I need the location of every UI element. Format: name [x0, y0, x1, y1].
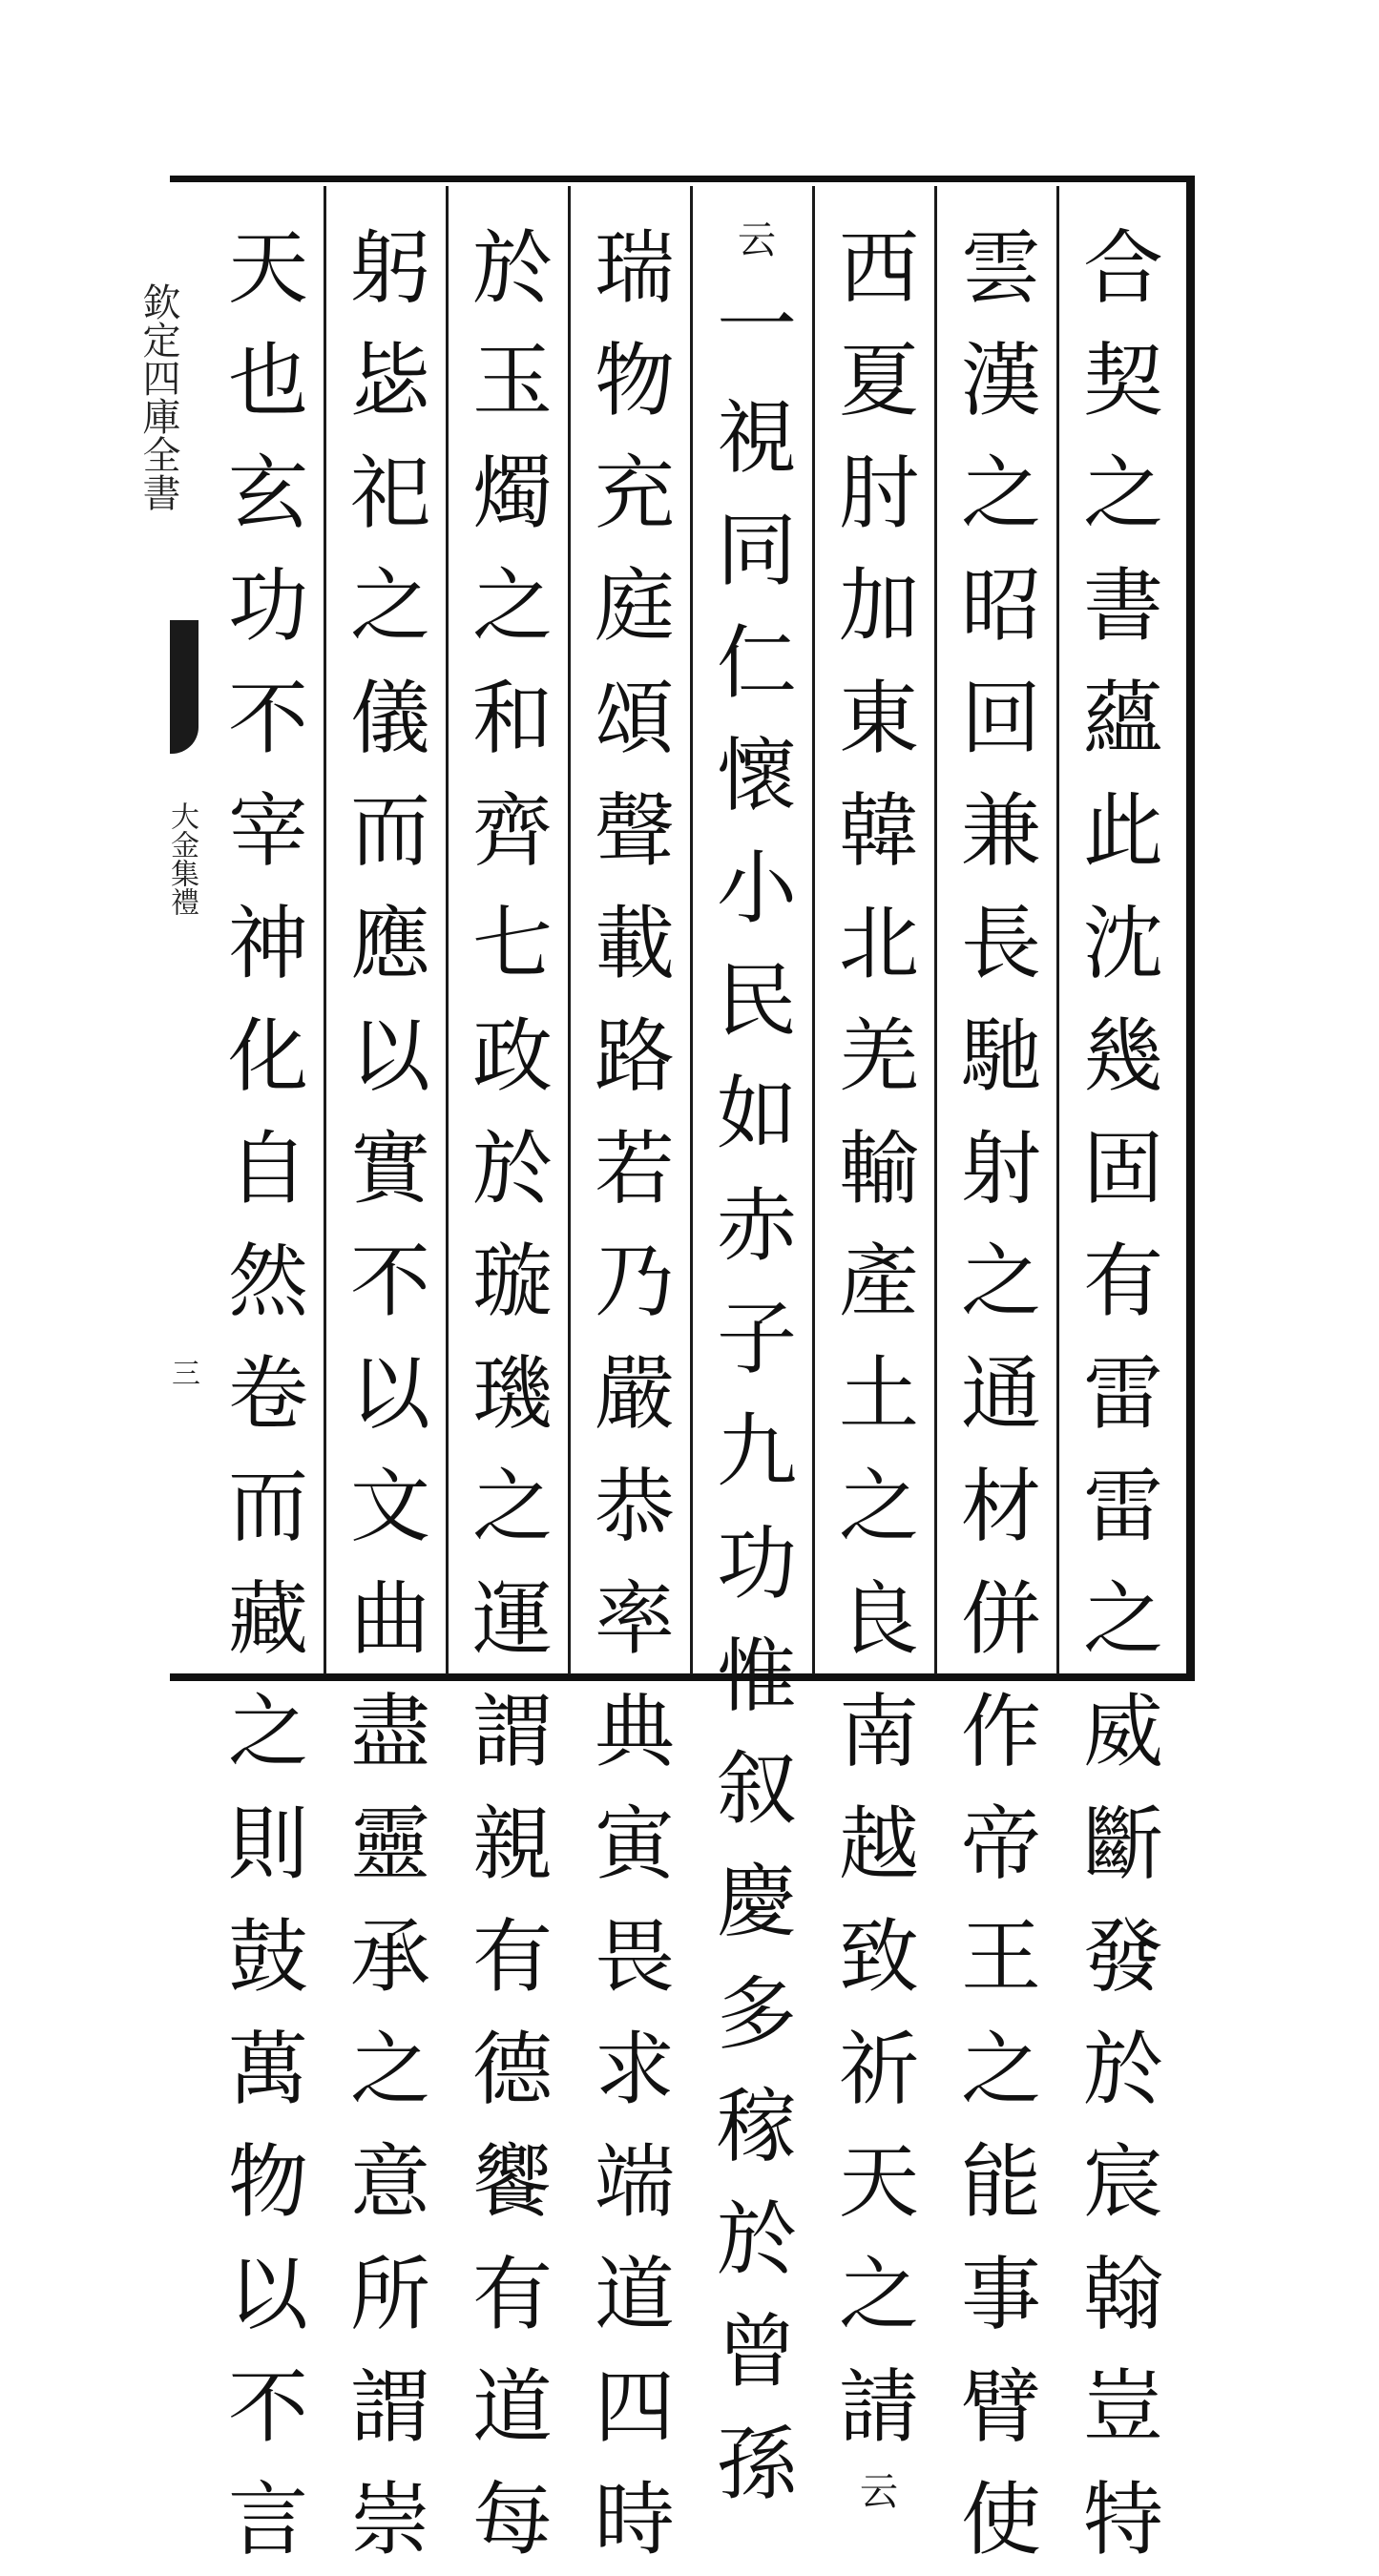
text-column — [1070, 212, 1177, 2566]
character: 以 — [349, 1009, 430, 1103]
character: 幾 — [1082, 1009, 1163, 1103]
character: 聲 — [594, 784, 675, 878]
character: 併 — [960, 1572, 1041, 1666]
character: 也 — [227, 334, 308, 427]
character: 雷 — [1082, 1347, 1163, 1441]
character: 此 — [1082, 784, 1163, 878]
character: 饗 — [471, 2135, 553, 2229]
character: 長 — [960, 897, 1041, 990]
character: 端 — [594, 2135, 675, 2229]
character: 兼 — [960, 784, 1041, 878]
character: 惟 — [716, 1630, 797, 1723]
column-rule — [446, 186, 449, 1674]
character: 應 — [349, 897, 430, 990]
character: 運 — [471, 1572, 553, 1666]
character: 乃 — [594, 1235, 675, 1328]
character: 西 — [838, 221, 919, 315]
character: 德 — [471, 2023, 553, 2116]
character: 於 — [471, 1122, 553, 1215]
character: 小 — [716, 841, 797, 935]
character: 所 — [349, 2248, 430, 2341]
character: 化 — [227, 1009, 308, 1103]
character: 宰 — [227, 784, 308, 878]
page-number: 三 — [172, 1358, 200, 1391]
character: 北 — [838, 897, 919, 990]
character: 雲 — [960, 221, 1041, 315]
character: 玄 — [227, 447, 308, 540]
character: 瑞 — [594, 221, 675, 315]
character: 之 — [960, 2023, 1041, 2116]
character: 神 — [227, 897, 308, 990]
fore-edge-margin — [136, 181, 208, 1679]
character: 漢 — [960, 334, 1041, 427]
character: 如 — [716, 1067, 797, 1160]
character: 庭 — [594, 559, 675, 653]
character: 功 — [716, 1517, 797, 1610]
character: 契 — [1082, 334, 1163, 427]
character: 韓 — [838, 784, 919, 878]
column-rule — [324, 186, 326, 1674]
column-rule — [1056, 186, 1059, 1674]
character: 而 — [227, 1460, 308, 1553]
text-column — [215, 212, 322, 2566]
character: 時 — [594, 2473, 675, 2566]
character: 頌 — [594, 672, 675, 765]
character: 肘 — [838, 447, 919, 540]
character: 良 — [838, 1572, 919, 1666]
character: 多 — [716, 1967, 797, 2061]
character: 於 — [716, 2192, 797, 2286]
character: 有 — [471, 2248, 553, 2341]
character: 帝 — [960, 1797, 1041, 1891]
character: 恭 — [594, 1460, 675, 1553]
character: 輸 — [838, 1122, 919, 1215]
character: 祀 — [349, 447, 430, 540]
character: 充 — [594, 447, 675, 540]
character: 斷 — [1082, 1797, 1163, 1891]
character: 之 — [471, 1460, 553, 1553]
character: 之 — [227, 1685, 308, 1778]
character: 事 — [960, 2248, 1041, 2341]
character: 之 — [960, 447, 1041, 540]
character: 民 — [716, 954, 797, 1048]
character: 七 — [471, 897, 553, 990]
character: 卷 — [227, 1347, 308, 1441]
character: 不 — [227, 672, 308, 765]
text-column — [459, 212, 566, 2566]
character: 典 — [594, 1685, 675, 1778]
character: 發 — [1082, 1910, 1163, 2004]
character: 之 — [349, 559, 430, 653]
character: 祈 — [838, 2023, 919, 2116]
character: 以 — [227, 2248, 308, 2341]
book-title: 欽定四庫全書 — [136, 282, 180, 511]
character: 燭 — [471, 447, 553, 540]
character: 昭 — [960, 559, 1041, 653]
character: 云 — [738, 218, 776, 262]
column-rule — [690, 186, 693, 1674]
character: 文 — [349, 1460, 430, 1553]
character: 言 — [227, 2473, 308, 2566]
character: 物 — [594, 334, 675, 427]
character: 九 — [716, 1404, 797, 1498]
character: 蘊 — [1082, 672, 1163, 765]
character: 致 — [838, 1910, 919, 2004]
character: 王 — [960, 1910, 1041, 2004]
character: 政 — [471, 1009, 553, 1103]
character: 慶 — [716, 1855, 797, 1948]
character: 同 — [716, 504, 797, 597]
character: 雷 — [1082, 1460, 1163, 1553]
character: 而 — [349, 784, 430, 878]
character: 和 — [471, 672, 553, 765]
character: 特 — [1082, 2473, 1163, 2566]
character: 物 — [227, 2135, 308, 2229]
character: 儀 — [349, 672, 430, 765]
character: 寅 — [594, 1797, 675, 1891]
character: 云 — [860, 2470, 898, 2514]
character: 夏 — [838, 334, 919, 427]
character: 每 — [471, 2473, 553, 2566]
character: 靈 — [349, 1797, 430, 1891]
character: 赤 — [716, 1179, 797, 1273]
character: 土 — [838, 1347, 919, 1441]
character: 藏 — [227, 1572, 308, 1666]
character: 躬 — [349, 221, 430, 315]
character: 於 — [1082, 2023, 1163, 2116]
character: 之 — [471, 559, 553, 653]
character: 南 — [838, 1685, 919, 1778]
character: 璇 — [471, 1235, 553, 1328]
text-column — [581, 212, 688, 2566]
character: 有 — [471, 1910, 553, 2004]
character: 路 — [594, 1009, 675, 1103]
character: 懷 — [716, 729, 797, 822]
character: 書 — [1082, 559, 1163, 653]
character: 之 — [838, 2248, 919, 2341]
character: 能 — [960, 2135, 1041, 2229]
character: 鼓 — [227, 1910, 308, 2004]
character: 馳 — [960, 1009, 1041, 1103]
character: 越 — [838, 1797, 919, 1891]
character: 之 — [1082, 447, 1163, 540]
character: 曲 — [349, 1572, 430, 1666]
character: 則 — [227, 1797, 308, 1891]
character: 之 — [838, 1460, 919, 1553]
character: 回 — [960, 672, 1041, 765]
character: 謂 — [349, 2360, 430, 2454]
character: 玉 — [471, 334, 553, 427]
character: 不 — [227, 2360, 308, 2454]
character: 親 — [471, 1797, 553, 1891]
character: 畏 — [594, 1910, 675, 2004]
character: 叙 — [716, 1742, 797, 1836]
character: 羌 — [838, 1009, 919, 1103]
character: 天 — [838, 2135, 919, 2229]
character: 仁 — [716, 616, 797, 710]
character: 一 — [716, 279, 797, 372]
character: 璣 — [471, 1347, 553, 1441]
text-column — [703, 212, 810, 2511]
character: 豈 — [1082, 2360, 1163, 2454]
character: 嚴 — [594, 1347, 675, 1441]
character: 天 — [227, 221, 308, 315]
fishtail-mark — [170, 620, 198, 754]
section-title: 大金集禮 — [165, 801, 198, 916]
character: 道 — [594, 2248, 675, 2341]
character: 謂 — [471, 1685, 553, 1778]
character: 然 — [227, 1235, 308, 1328]
character: 不 — [349, 1235, 430, 1328]
character: 四 — [594, 2360, 675, 2454]
character: 承 — [349, 1910, 430, 2004]
character: 萬 — [227, 2023, 308, 2116]
character: 東 — [838, 672, 919, 765]
character: 請 — [838, 2360, 919, 2454]
character: 之 — [349, 2023, 430, 2116]
character: 於 — [471, 221, 553, 315]
character: 齊 — [471, 784, 553, 878]
character: 載 — [594, 897, 675, 990]
character: 宸 — [1082, 2135, 1163, 2229]
character: 固 — [1082, 1122, 1163, 1215]
character: 加 — [838, 559, 919, 653]
character: 翰 — [1082, 2248, 1163, 2341]
character: 實 — [349, 1122, 430, 1215]
character: 之 — [960, 1235, 1041, 1328]
character: 沈 — [1082, 897, 1163, 990]
character: 合 — [1082, 221, 1163, 315]
character: 以 — [349, 1347, 430, 1441]
character: 求 — [594, 2023, 675, 2116]
character: 崇 — [349, 2473, 430, 2566]
character: 曾 — [716, 2305, 797, 2399]
character: 自 — [227, 1122, 308, 1215]
character: 道 — [471, 2360, 553, 2454]
column-rule — [568, 186, 571, 1674]
character: 材 — [960, 1460, 1041, 1553]
character: 視 — [716, 391, 797, 485]
character: 毖 — [349, 334, 430, 427]
character: 稼 — [716, 2080, 797, 2173]
character: 盡 — [349, 1685, 430, 1778]
text-column — [825, 212, 932, 2514]
character: 威 — [1082, 1685, 1163, 1778]
character: 臂 — [960, 2360, 1041, 2454]
character: 有 — [1082, 1235, 1163, 1328]
character: 若 — [594, 1122, 675, 1215]
character: 率 — [594, 1572, 675, 1666]
character: 意 — [349, 2135, 430, 2229]
text-column — [337, 212, 444, 2566]
text-column — [948, 212, 1055, 2566]
column-rule — [812, 186, 815, 1674]
character: 通 — [960, 1347, 1041, 1441]
character: 孫 — [716, 2418, 797, 2511]
character: 產 — [838, 1235, 919, 1328]
character: 功 — [227, 559, 308, 653]
character: 作 — [960, 1685, 1041, 1778]
character: 子 — [716, 1292, 797, 1385]
character: 之 — [1082, 1572, 1163, 1666]
character: 射 — [960, 1122, 1041, 1215]
column-rule — [934, 186, 937, 1674]
character: 使 — [960, 2473, 1041, 2566]
